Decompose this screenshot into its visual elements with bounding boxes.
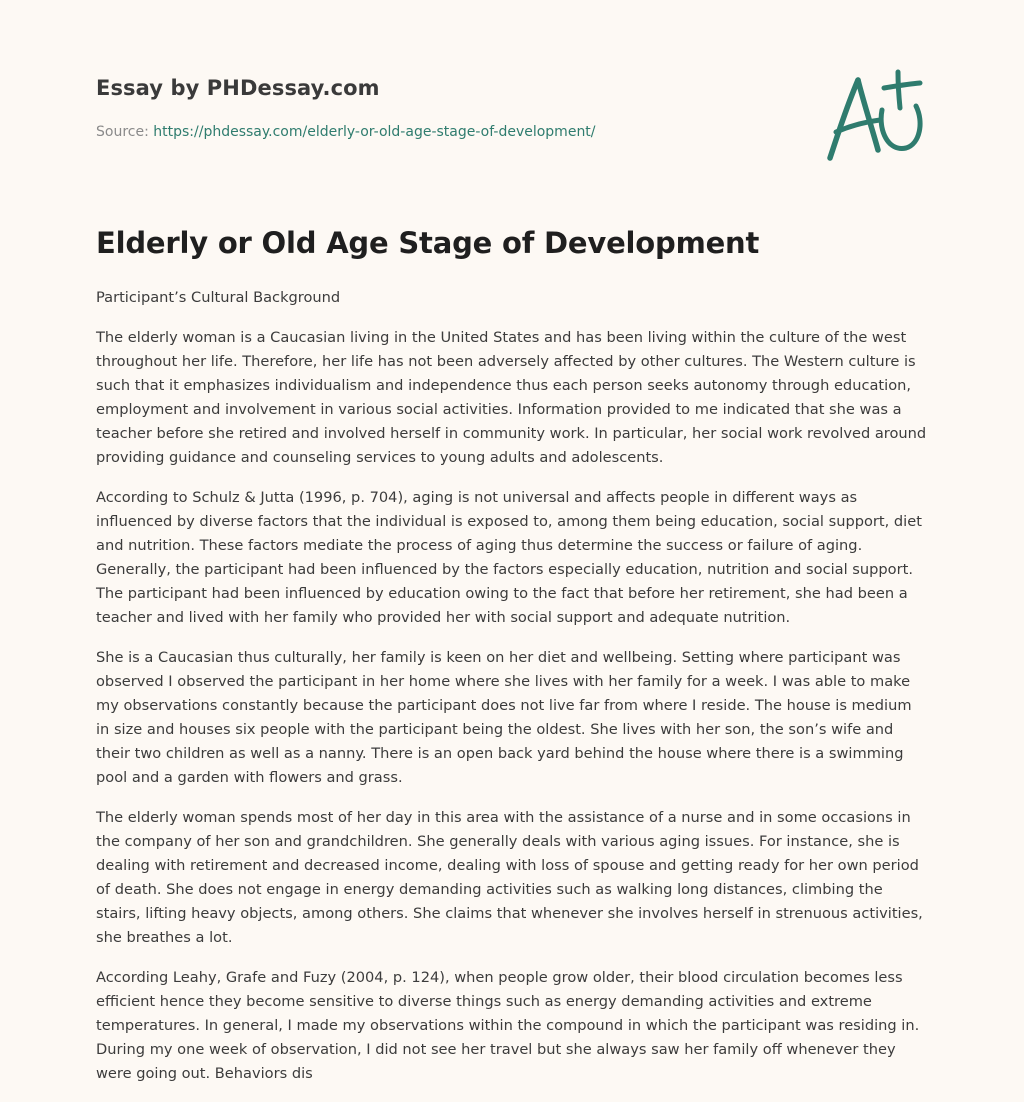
essay-body [96, 286, 928, 1102]
a-plus-grade-icon [822, 66, 928, 164]
source-link[interactable]: https://phdessay.com/elderly-or-old-age-stage-of-development/ [153, 124, 596, 140]
essay-title: Elderly or Old Age Stage of Development [96, 226, 760, 260]
essay-paragraph: She is a Caucasian thus culturally, her family is keen on her diet and wellbeing. Setting where participant was observed I observed the participant in her home where she lives with her family for a week. I was able to make my observations constantly because the participant does not live far from where I reside. The house is medium in size and houses six people with the participant being the oldest. She lives with her son, the son’s wife and their two children as well as a nanny. There is an open back yard behind the house where there is a swimming pool and a garden with flowers and grass. [96, 649, 912, 786]
essay-paragraph: The elderly woman is a Caucasian living in the United States and has been living within the culture of the west throughout her life. Therefore, her life has not been adversely affected by other cultures. The Western culture is such that it emphasizes individualism and independence thus each person seeks autonomy through education, employment and involvement in various social activities. Information provided to me indicated that she was a teacher before she retired and involved herself in community work. In particular, her social work revolved around providing guidance and counseling services to young adults and adolescents. [96, 329, 927, 466]
essay-paragraph: The elderly woman spends most of her day in this area with the assistance of a nurse and in some occasions in the company of her son and grandchildren. She generally deals with various aging issues. For instance, she is dealing with retirement and decreased income, dealing with loss of spouse and getting ready for her own period of death. She does not engage in energy demanding activities such as walking long distances, climbing the stairs, lifting heavy objects, among others. She claims that whenever she involves herself in strenuous activities, she breathes a lot. [96, 809, 923, 946]
essay-paragraph: According Leahy, Grafe and Fuzy (2004, p. 124), when people grow older, their blood circulation becomes less efficient hence they become sensitive to diverse things such as energy demanding activities and extreme temperatures. In general, I made my observations within the compound in which the participant was residing in. During my one week of observation, I did not see her travel but she always saw her family off whenever they were going out. Behaviors dis [96, 969, 920, 1082]
source-label: Source: [96, 124, 149, 140]
essay-paragraph: According to Schulz & Jutta (1996, p. 704), aging is not universal and affects people in different ways as influenced by diverse factors that the individual is exposed to, among them being education, social support, diet and nutrition. These factors mediate the process of aging thus determine the success or failure of aging. Generally, the participant had been influenced by the factors especially education, nutrition and social support. The participant had been influenced by education owing to the fact that before her retirement, she had been a teacher and lived with her family who provided her with social support and adequate nutrition. [96, 489, 922, 626]
source-line [96, 124, 596, 140]
section-subheading: Participant’s Cultural Background [96, 289, 341, 306]
site-brand: Essay by PHDessay.com [96, 76, 380, 100]
